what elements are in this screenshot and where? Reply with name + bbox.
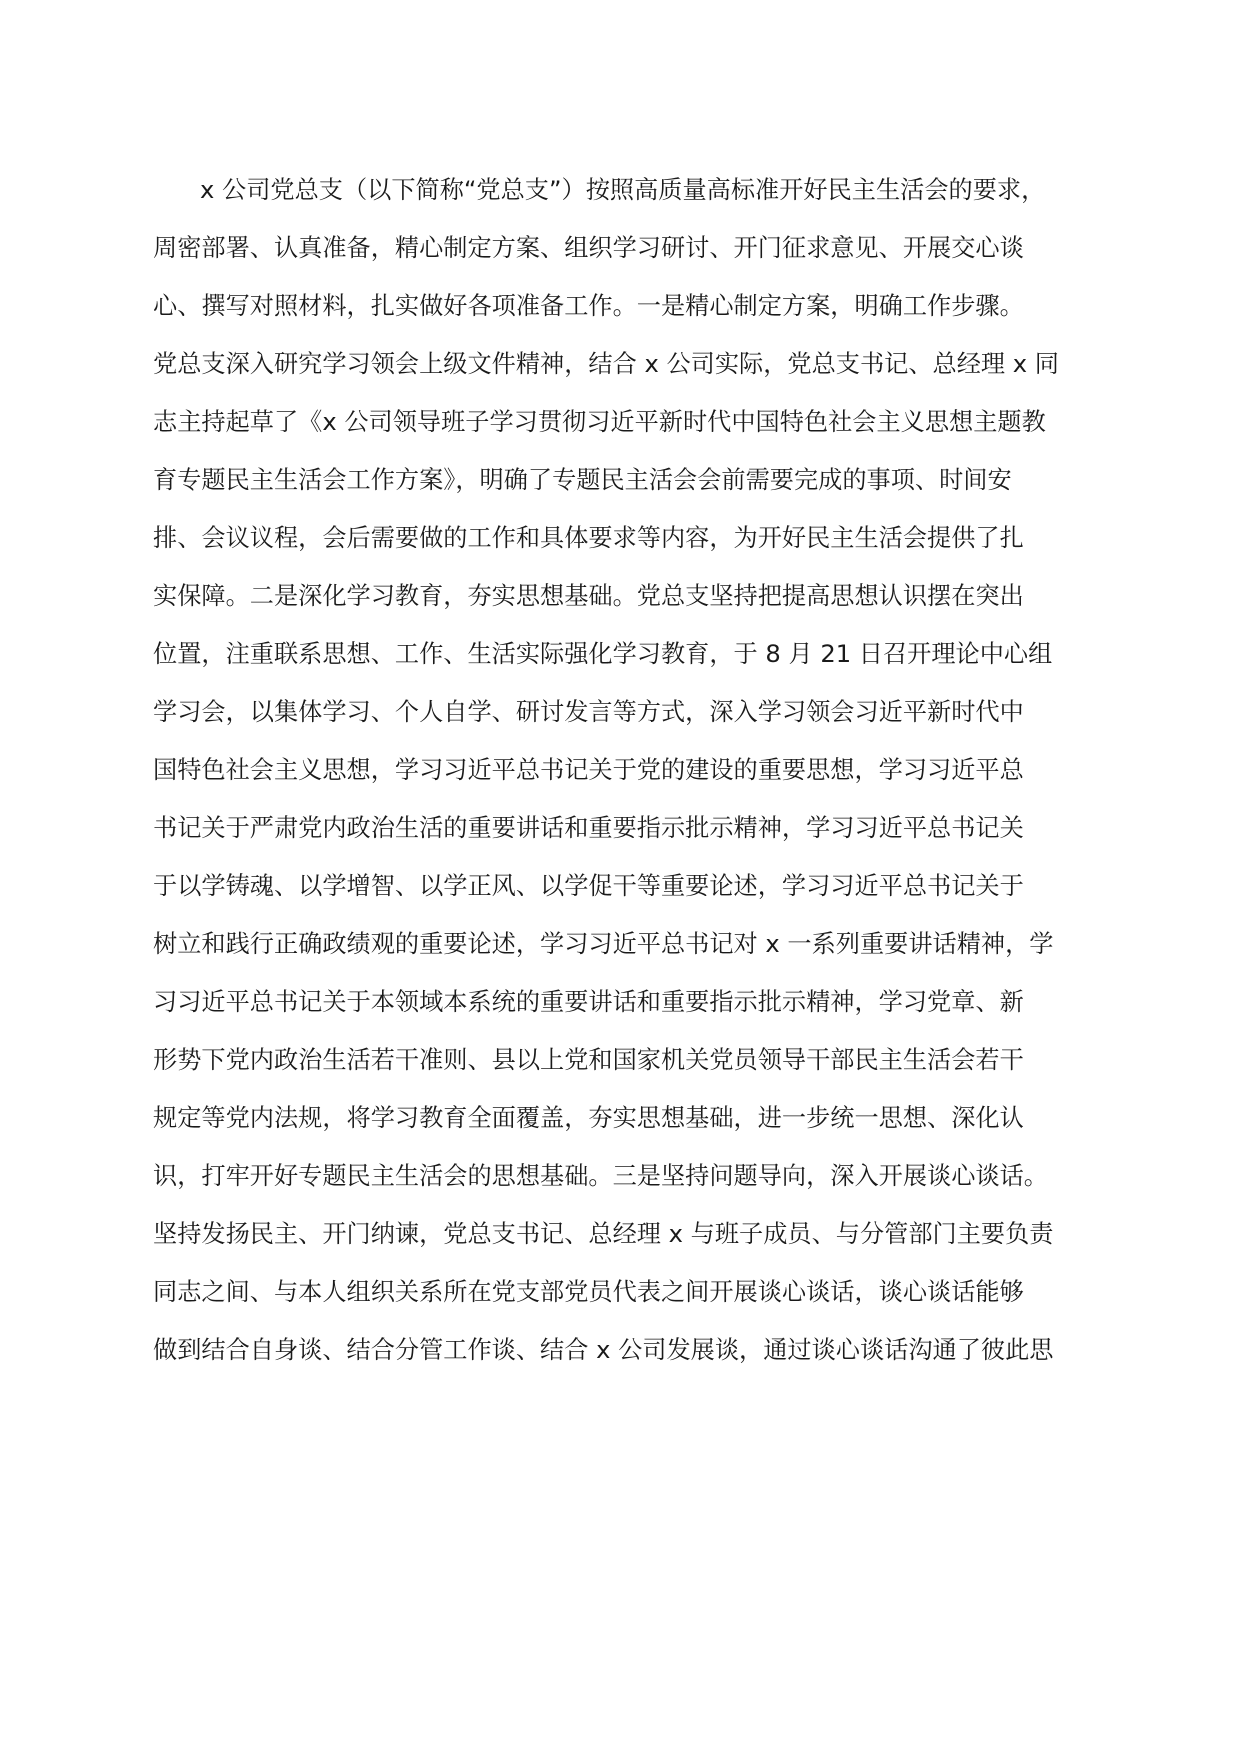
paragraph-line-7: 排、会议议程，会后需要做的工作和具体要求等内容，为开好民主生活会提供了扎 bbox=[153, 524, 1024, 552]
paragraph-line-6: 育专题民主生活会工作方案》，明确了专题民主活会会前需要完成的事项、时间安 bbox=[153, 466, 1012, 494]
paragraph-line-20: 同志之间、与本人组织关系所在党支部党员代表之间开展谈心谈话，谈心谈话能够 bbox=[153, 1278, 1024, 1306]
paragraph-line-11: 国特色社会主义思想，学习习近平总书记关于党的建设的重要思想，学习习近平总 bbox=[153, 756, 1024, 784]
paragraph-line-5: 志主持起草了《x 公司领导班子学习贯彻习近平新时代中国特色社会主义思想主题教 bbox=[153, 408, 1046, 436]
paragraph-line-1: x 公司党总支（以下简称“党总支”）按照高质量高标准开好民主生活会的要求， bbox=[200, 176, 1046, 204]
paragraph-line-14: 树立和践行正确政绩观的重要论述，学习习近平总书记对 x 一系列重要讲话精神，学 bbox=[153, 930, 1054, 958]
paragraph-line-17: 规定等党内法规，将学习教育全面覆盖，夯实思想基础，进一步统一思想、深化认 bbox=[153, 1104, 1024, 1132]
paragraph-line-9: 位置，注重联系思想、工作、生活实际强化学习教育，于 8 月 21 日召开理论中心组 bbox=[153, 640, 1053, 668]
paragraph-line-2: 周密部署、认真准备，精心制定方案、组织学习研讨、开门征求意见、开展交心谈 bbox=[153, 234, 1024, 262]
paragraph-line-12: 书记关于严肃党内政治生活的重要讲话和重要指示批示精神，学习习近平总书记关 bbox=[153, 814, 1024, 842]
paragraph-line-13: 于以学铸魂、以学增智、以学正风、以学促干等重要论述，学习习近平总书记关于 bbox=[153, 872, 1024, 900]
paragraph-line-10: 学习会，以集体学习、个人自学、研讨发言等方式，深入学习领会习近平新时代中 bbox=[153, 698, 1024, 726]
paragraph-line-19: 坚持发扬民主、开门纳谏，党总支书记、总经理 x 与班子成员、与分管部门主要负责 bbox=[153, 1220, 1054, 1248]
paragraph-line-3: 心、撰写对照材料，扎实做好各项准备工作。一是精心制定方案，明确工作步骤。 bbox=[153, 292, 1024, 320]
paragraph-line-16: 形势下党内政治生活若干准则、县以上党和国家机关党员领导干部民主生活会若干 bbox=[153, 1046, 1024, 1074]
paragraph-line-8: 实保障。二是深化学习教育，夯实思想基础。党总支坚持把提高思想认识摆在突出 bbox=[153, 582, 1024, 610]
paragraph-line-18: 识，打牢开好专题民主生活会的思想基础。三是坚持问题导向，深入开展谈心谈话。 bbox=[153, 1162, 1048, 1190]
paragraph-line-21: 做到结合自身谈、结合分管工作谈、结合 x 公司发展谈，通过谈心谈话沟通了彼此思 bbox=[153, 1336, 1054, 1364]
paragraph-line-4: 党总支深入研究学习领会上级文件精神，结合 x 公司实际，党总支书记、总经理 x 同 bbox=[153, 350, 1059, 378]
paragraph-line-15: 习习近平总书记关于本领域本系统的重要讲话和重要指示批示精神，学习党章、新 bbox=[153, 988, 1024, 1016]
